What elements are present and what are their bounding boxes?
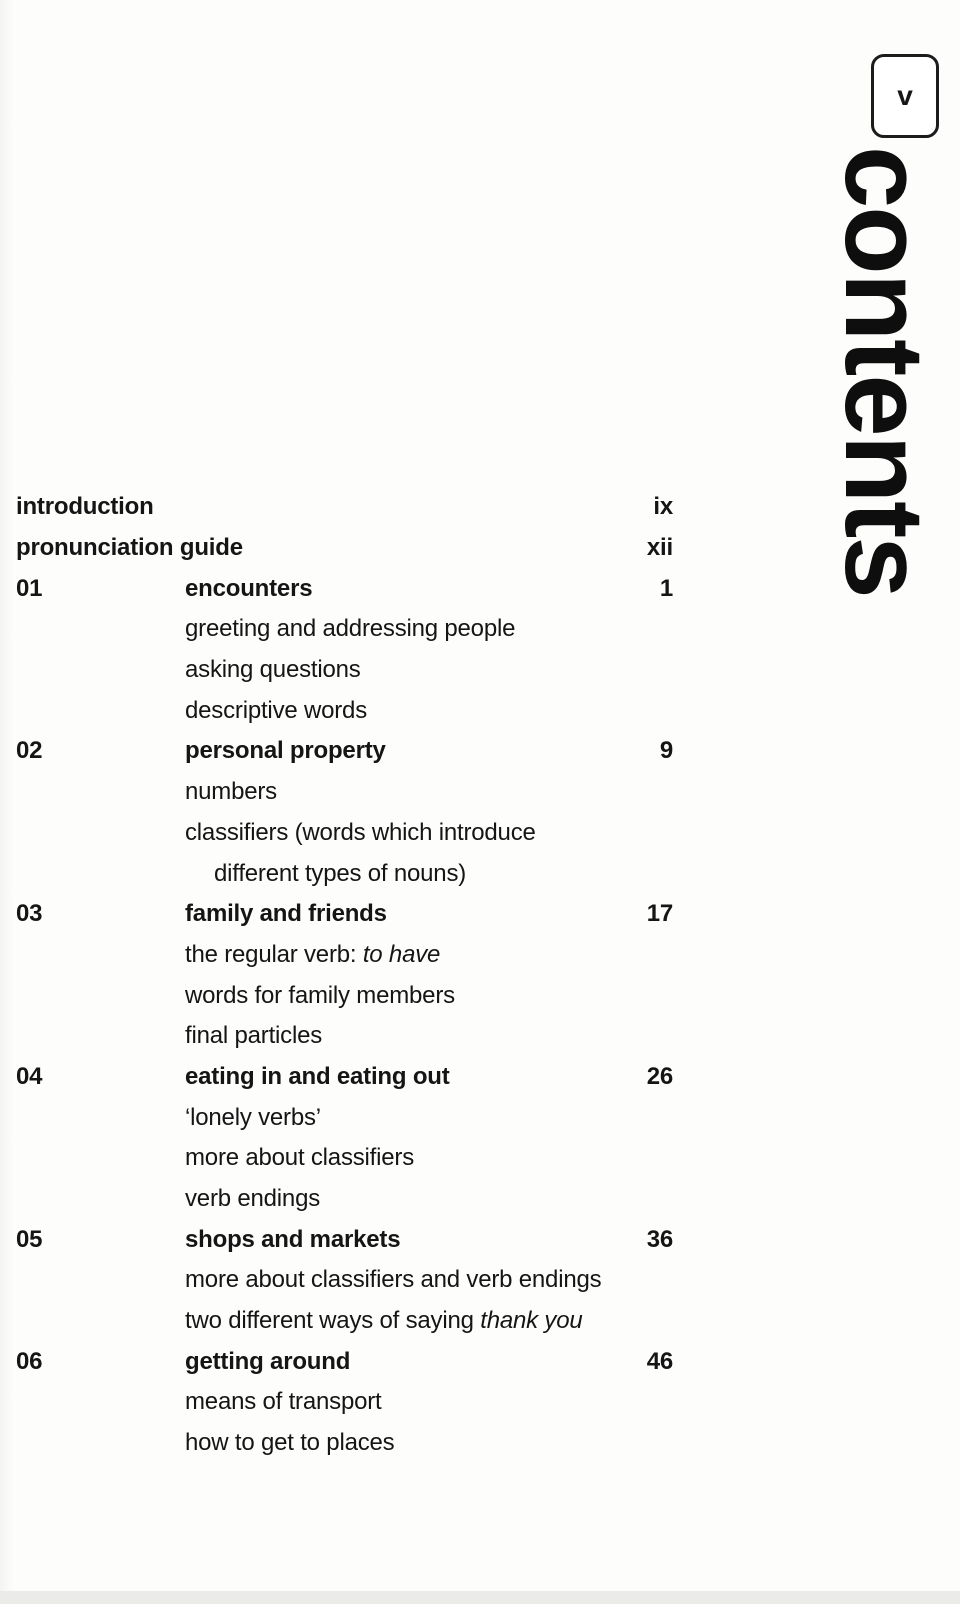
toc-entry-title: introduction <box>16 493 154 521</box>
toc-page-number: 9 <box>659 737 673 765</box>
toc-row <box>16 1057 673 1098</box>
toc-entry-title: family and friends <box>185 900 387 928</box>
toc-row <box>16 894 673 935</box>
toc-row <box>16 487 673 528</box>
toc-entry-subtopic: final particles <box>185 1022 323 1050</box>
toc-row <box>16 1301 673 1342</box>
toc-entry-subtopic: greeting and addressing people <box>185 615 516 643</box>
toc-row <box>16 568 673 609</box>
toc-entry-subtopic: classifiers (words which introduce <box>185 818 536 846</box>
page-bottom-edge <box>0 1591 960 1604</box>
page-number-box <box>871 54 939 138</box>
toc-row <box>16 772 673 813</box>
toc-row <box>16 609 673 650</box>
toc-entry-subtopic: asking questions <box>185 656 361 684</box>
toc-entry-subtopic: numbers <box>185 778 277 806</box>
toc-row <box>16 650 673 691</box>
toc-entry-subtopic: descriptive words <box>185 696 368 724</box>
chapter-number: 01 <box>16 574 43 602</box>
toc-row <box>16 1219 673 1260</box>
toc-page-number: 17 <box>646 900 673 928</box>
toc-entry-subtopic: more about classifiers <box>185 1144 415 1172</box>
toc-entry-subtopic: words for family members <box>185 981 455 1009</box>
toc-entry-title: pronunciation guide <box>16 534 243 562</box>
toc-row <box>16 975 673 1016</box>
toc-row <box>16 1097 673 1138</box>
toc-row <box>16 1016 673 1057</box>
chapter-number: 03 <box>16 900 43 928</box>
contents-vertical-title: contents <box>822 146 947 597</box>
toc-entry-subtopic: how to get to places <box>185 1429 395 1457</box>
toc-entry-subtopic: more about classifiers and verb endings <box>185 1266 602 1294</box>
toc-page-number: 36 <box>646 1225 673 1253</box>
toc-row <box>16 1423 673 1464</box>
toc-page-number: 1 <box>659 574 673 602</box>
toc-row <box>16 731 673 772</box>
toc-row <box>16 1260 673 1301</box>
toc-entry-title: shops and markets <box>185 1225 401 1253</box>
toc-entry-subtopic: two different ways of saying thank you <box>185 1307 583 1335</box>
toc-row <box>16 1179 673 1220</box>
toc-entry-title: eating in and eating out <box>185 1062 450 1090</box>
toc-row <box>16 528 673 569</box>
toc-page-number: xii <box>646 534 673 562</box>
toc-page-number: 46 <box>646 1347 673 1375</box>
table-of-contents <box>16 487 673 1464</box>
toc-row <box>16 853 673 894</box>
chapter-number: 02 <box>16 737 43 765</box>
toc-entry-italic-part: thank you <box>480 1307 583 1335</box>
toc-row <box>16 1382 673 1423</box>
toc-row <box>16 1138 673 1179</box>
toc-entry-subtopic: means of transport <box>185 1388 382 1416</box>
chapter-number: 05 <box>16 1225 43 1253</box>
toc-entry-subtopic: verb endings <box>185 1185 321 1213</box>
toc-row <box>16 1341 673 1382</box>
toc-row <box>16 813 673 854</box>
toc-entry-title: personal property <box>185 737 386 765</box>
page-number-roman: v <box>897 80 913 111</box>
toc-entry-title: getting around <box>185 1347 351 1375</box>
toc-row <box>16 690 673 731</box>
toc-entry-subtopic: ‘lonely verbs’ <box>185 1103 321 1131</box>
toc-entry-title: encounters <box>185 574 313 602</box>
toc-row <box>16 935 673 976</box>
toc-entry-italic-part: to have <box>362 940 441 968</box>
toc-entry-subtopic: the regular verb: to have <box>185 940 441 968</box>
scan-edge-shading <box>0 0 14 1604</box>
chapter-number: 06 <box>16 1347 43 1375</box>
toc-page-number: 26 <box>646 1062 673 1090</box>
toc-page-number: ix <box>653 493 673 521</box>
chapter-number: 04 <box>16 1062 43 1090</box>
toc-entry-subtopic: different types of nouns) <box>214 859 467 887</box>
